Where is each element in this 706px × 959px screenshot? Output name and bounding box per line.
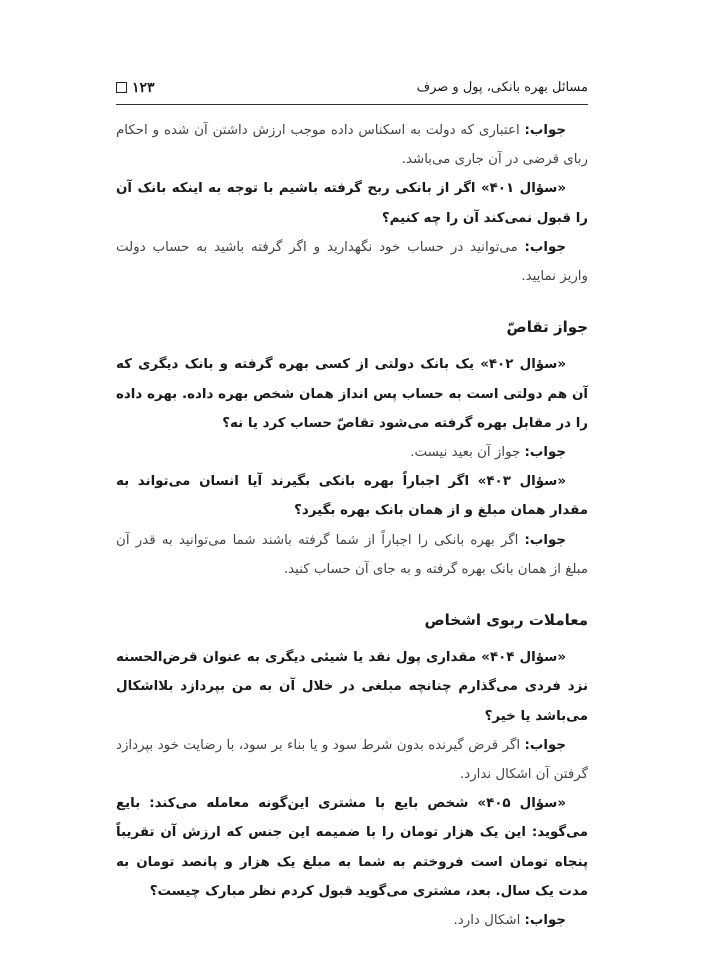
question-text: مقداری پول نقد یا شیئی دیگری به عنوان قرض‌الحسنه نزد فردی می‌گذارم چنانچه مبلغی در خلال آن به من بپردازد بلااشکال می‌باشد یا خیر؟ — [116, 650, 588, 724]
question-text: یک بانک دولتی از کسی بهره گرفته و بانک دیگری که آن هم دولتی است به حساب پس انداز همان شخص بهره داده. بهره داده را در مقابل بهره گرفته می‌شود تقاصّ حساب کرد یا نه؟ — [116, 357, 588, 431]
page-body — [116, 116, 588, 935]
answer-paragraph — [116, 438, 588, 467]
question-paragraph — [116, 350, 588, 438]
answer-text: اگر بهره بانکی را اجباراً از شما گرفته باشند شما می‌توانید به قدر آن مبلغ از همان بانک بهره گرفته و به جای آن حساب کنید. — [116, 532, 588, 577]
answer-label: جواب: — [524, 737, 566, 753]
answer-text: جواز آن بعید نیست. — [410, 445, 525, 461]
answer-label: جواب: — [524, 532, 566, 548]
page-header — [116, 80, 588, 102]
answer-paragraph — [116, 731, 588, 789]
question-label: «سؤال ۴۰۲» — [480, 357, 567, 373]
question-label: «سؤال ۴۰۳» — [477, 474, 566, 490]
answer-text: اعتباری که دولت به اسکناس داده موجب ارزش داشتن آن شده و احکام ربای قرضی در آن جاری می‌باشد. — [116, 123, 588, 168]
answer-label: جواب: — [524, 123, 566, 138]
square-icon — [116, 82, 127, 93]
question-label: «سؤال ۴۰۵» — [477, 796, 566, 812]
question-text: شخص بایع با مشتری این‌گونه معامله می‌کند: بایع می‌گوید: این یک هزار تومان را با ضمیمه این جنس که ارزش آن تقریباً پنجاه تومان است فروختم به شما به مبلغ یک هزار و پانصد تومان به مدت یک سال. بعد، مشتری می‌گوید قبول کردم نظر مبارک چیست؟ — [116, 796, 588, 899]
answer-text: می‌توانید در حساب خود نگهدارید و اگر گرفته باشید به حساب دولت واریز نمایید. — [116, 239, 588, 285]
answer-paragraph — [116, 233, 588, 291]
question-paragraph — [116, 643, 588, 731]
question-paragraph — [116, 789, 588, 906]
page-number-text: ۱۲۳ — [132, 80, 155, 96]
answer-text: اشکال دارد. — [453, 913, 525, 929]
answer-paragraph — [116, 906, 588, 935]
page-number — [116, 80, 155, 96]
answer-text: اگر قرض گیرنده بدون شرط سود و یا بناء بر سود، با رضایت خود بپردازد گرفتن آن اشکال ندارد. — [116, 737, 588, 783]
running-title: مسائل بهره بانکی، پول و صرف — [416, 80, 588, 95]
question-text: اگر از بانکی ربح گرفته باشیم با توجه به اینکه بانک آن را قبول نمی‌کند آن را چه کنیم؟ — [116, 181, 588, 226]
question-text: اگر اجباراً بهره بانکی بگیرند آیا انسان می‌تواند به مقدار همان مبلغ و از همان بانک بهره بگیرد؟ — [116, 474, 588, 519]
header-divider — [116, 104, 588, 105]
question-label: «سؤال ۴۰۴» — [481, 650, 566, 666]
question-label: «سؤال ۴۰۱» — [480, 181, 567, 197]
section-heading: جواز تقاصّ — [506, 318, 588, 337]
answer-label: جواب: — [524, 445, 566, 461]
question-paragraph — [116, 467, 588, 525]
answer-label: جواب: — [524, 913, 566, 929]
question-paragraph — [116, 174, 588, 232]
section-heading: معاملات ربوی اشخاص — [424, 611, 588, 630]
answer-paragraph — [116, 526, 588, 584]
answer-label: جواب: — [524, 239, 566, 255]
answer-paragraph — [116, 116, 588, 174]
